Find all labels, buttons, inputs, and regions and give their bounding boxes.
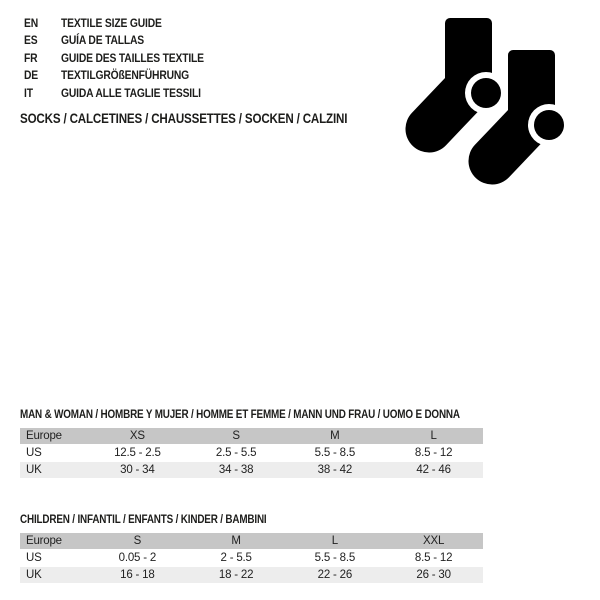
size-cell: 30 - 34 — [88, 462, 187, 478]
size-cell: 8.5 - 12 — [384, 445, 483, 462]
table-row-us — [20, 445, 483, 462]
size-cell: 12.5 - 2.5 — [88, 445, 187, 462]
column-header-size: M — [286, 428, 385, 445]
column-header-europe: Europe — [20, 428, 88, 445]
size-cell: 2 - 5.5 — [187, 550, 286, 567]
language-row — [24, 67, 227, 85]
language-code: IT — [24, 85, 33, 100]
language-code: DE — [24, 68, 39, 83]
size-cell: 38 - 42 — [286, 462, 385, 478]
table-header-row — [20, 428, 483, 445]
column-header-size: L — [286, 533, 385, 550]
column-header-size: L — [384, 428, 483, 445]
table-row-us — [20, 550, 483, 567]
size-cell: 5.5 - 8.5 — [286, 445, 385, 462]
size-cell: 0.05 - 2 — [88, 550, 187, 567]
size-cell: 16 - 18 — [88, 567, 187, 583]
size-cell: 5.5 - 8.5 — [286, 550, 385, 567]
region-cell: US — [20, 550, 88, 567]
language-label: TEXTILGRÖßENFÜHRUNG — [61, 68, 190, 83]
language-list — [24, 14, 227, 102]
size-cell: 18 - 22 — [187, 567, 286, 583]
table-header-row — [20, 533, 483, 550]
language-code: EN — [24, 15, 39, 30]
table-row-uk — [20, 462, 483, 478]
language-code: FR — [24, 50, 38, 65]
size-cell: 26 - 30 — [384, 567, 483, 583]
language-label: GUIDE DES TAILLES TEXTILE — [61, 50, 204, 65]
language-label: TEXTILE SIZE GUIDE — [61, 15, 162, 30]
language-row — [24, 49, 227, 67]
children-size-table — [20, 533, 483, 583]
size-cell: 8.5 - 12 — [384, 550, 483, 567]
language-code: ES — [24, 33, 38, 48]
column-header-size: XS — [88, 428, 187, 445]
language-row — [24, 84, 227, 102]
size-cell: 42 - 46 — [384, 462, 483, 478]
table-row-uk — [20, 567, 483, 583]
column-header-size: S — [88, 533, 187, 550]
region-cell: UK — [20, 567, 88, 583]
size-cell: 34 - 38 — [187, 462, 286, 478]
adult-size-table — [20, 428, 483, 478]
size-cell: 22 - 26 — [286, 567, 385, 583]
region-cell: UK — [20, 462, 88, 478]
language-label: GUIDA ALLE TAGLIE TESSILI — [61, 85, 201, 100]
language-row — [24, 32, 227, 50]
column-header-size: S — [187, 428, 286, 445]
children-table-title: CHILDREN / INFANTIL / ENFANTS / KINDER / BAMBINI — [20, 514, 267, 526]
adult-table-title: MAN & WOMAN / HOMBRE Y MUJER / HOMME ET FEMME / MANN UND FRAU / UOMO E DONNA — [20, 409, 460, 421]
size-cell: 2.5 - 5.5 — [187, 445, 286, 462]
column-header-size: M — [187, 533, 286, 550]
column-header-size: XXL — [384, 533, 483, 550]
category-title: SOCKS / CALCETINES / CHAUSSETTES / SOCKEN / CALZINI — [20, 111, 348, 126]
region-cell: US — [20, 445, 88, 462]
language-row — [24, 14, 227, 32]
language-label: GUÍA DE TALLAS — [61, 33, 145, 48]
column-header-europe: Europe — [20, 533, 88, 550]
